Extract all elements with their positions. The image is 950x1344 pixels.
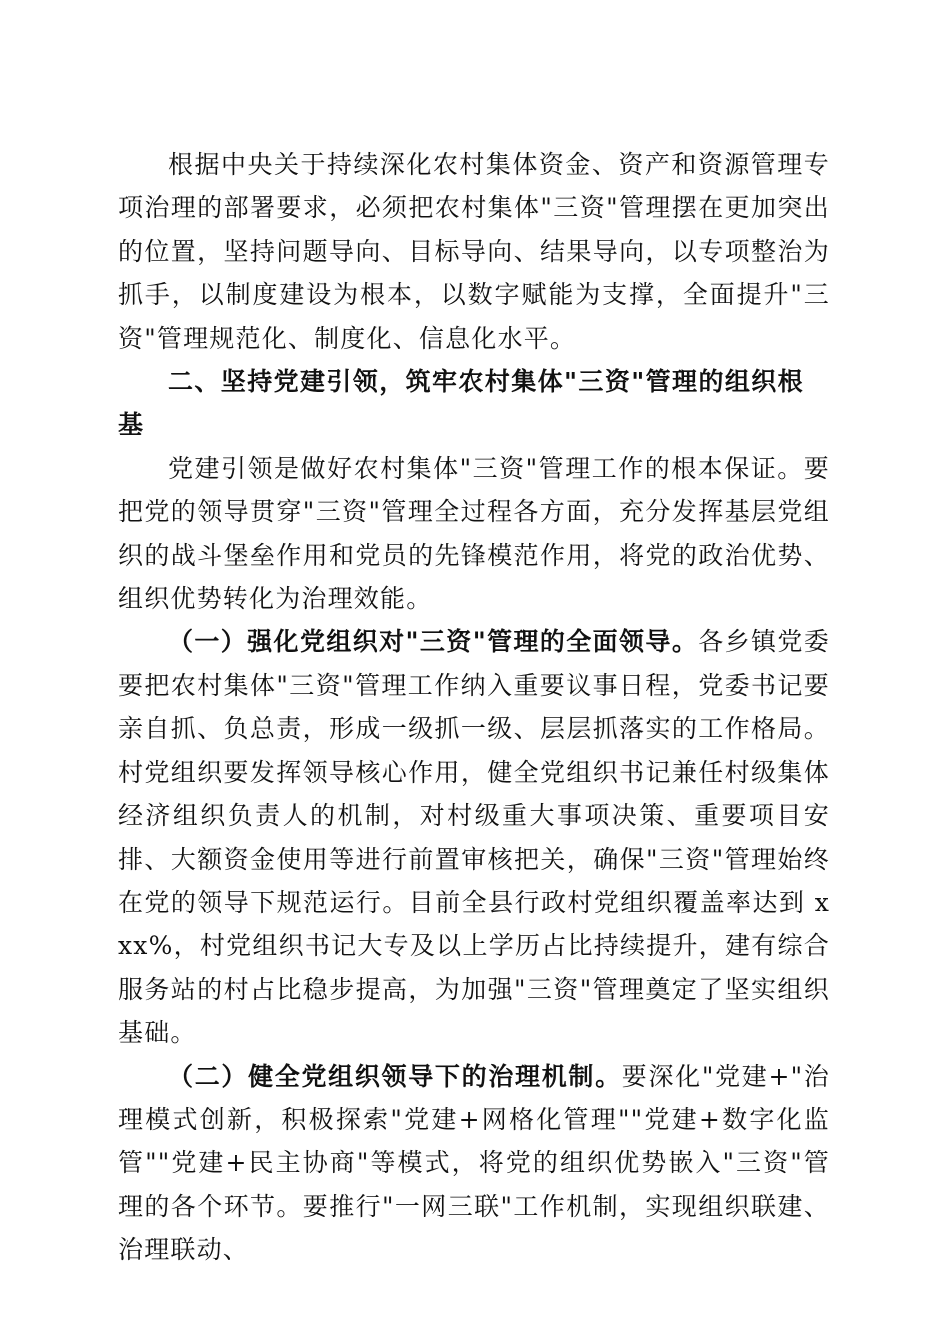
intro-paragraph <box>118 143 830 360</box>
subsection-1-title: （一）强化党组织对"三资"管理的全面领导。 <box>168 627 699 657</box>
subsection-2-paragraph <box>118 1055 830 1272</box>
section-heading-text: 二、坚持党建引领，筑牢农村集体"三资"管理的组织根基 <box>118 367 805 440</box>
section-intro-text: 党建引领是做好农村集体"三资"管理工作的根本保证。要把党的领导贯穿"三资"管理全过程各方面，充分发挥基层党组织的战斗堡垒作用和党员的先锋模范作用，将党的政治优势、组织优势转化为治理效能。 <box>118 453 830 614</box>
section-heading <box>118 360 830 447</box>
document-body <box>118 143 830 1272</box>
intro-paragraph-text: 根据中央关于持续深化农村集体资金、资产和资源管理专项治理的部署要求，必须把农村集体"三资"管理摆在更加突出的位置，坚持问题导向、目标导向、结果导向，以专项整治为抓手，以制度建设为根本，以数字赋能为支撑，全面提升"三资"管理规范化、制度化、信息化水平。 <box>118 150 830 353</box>
subsection-1-text: 各乡镇党委要把农村集体"三资"管理工作纳入重要议事日程，党委书记要亲自抓、负总责，形成一级抓一级、层层抓落实的工作格局。村党组织要发挥领导核心作用，健全党组织书记兼任村级集体经济组织负责人的机制，对村级重大事项决策、重要项目安排、大额资金使用等进行前置审核把关，确保"三资"管理始终在党的领导下规范运行。目前全县行政村党组织覆盖率达到 xxx%，村党组织书记大专及以上学历占比持续提升，建有综合服务站的村占比稳步提高，为加强"三资"管理奠定了坚实组织基础。 <box>118 627 830 1048</box>
subsection-1-paragraph <box>118 620 830 1054</box>
section-intro-paragraph <box>118 447 830 621</box>
subsection-2-text: 要深化"党建+"治理模式创新，积极探索"党建+网格化管理""党建+数字化监管""党建+民主协商"等模式，将党的组织优势嵌入"三资"管理的各个环节。要推行"一网三联"工作机制，实现组织联建、治理联动、 <box>118 1061 830 1265</box>
subsection-2-title: （二）健全党组织领导下的治理机制。 <box>168 1061 622 1091</box>
